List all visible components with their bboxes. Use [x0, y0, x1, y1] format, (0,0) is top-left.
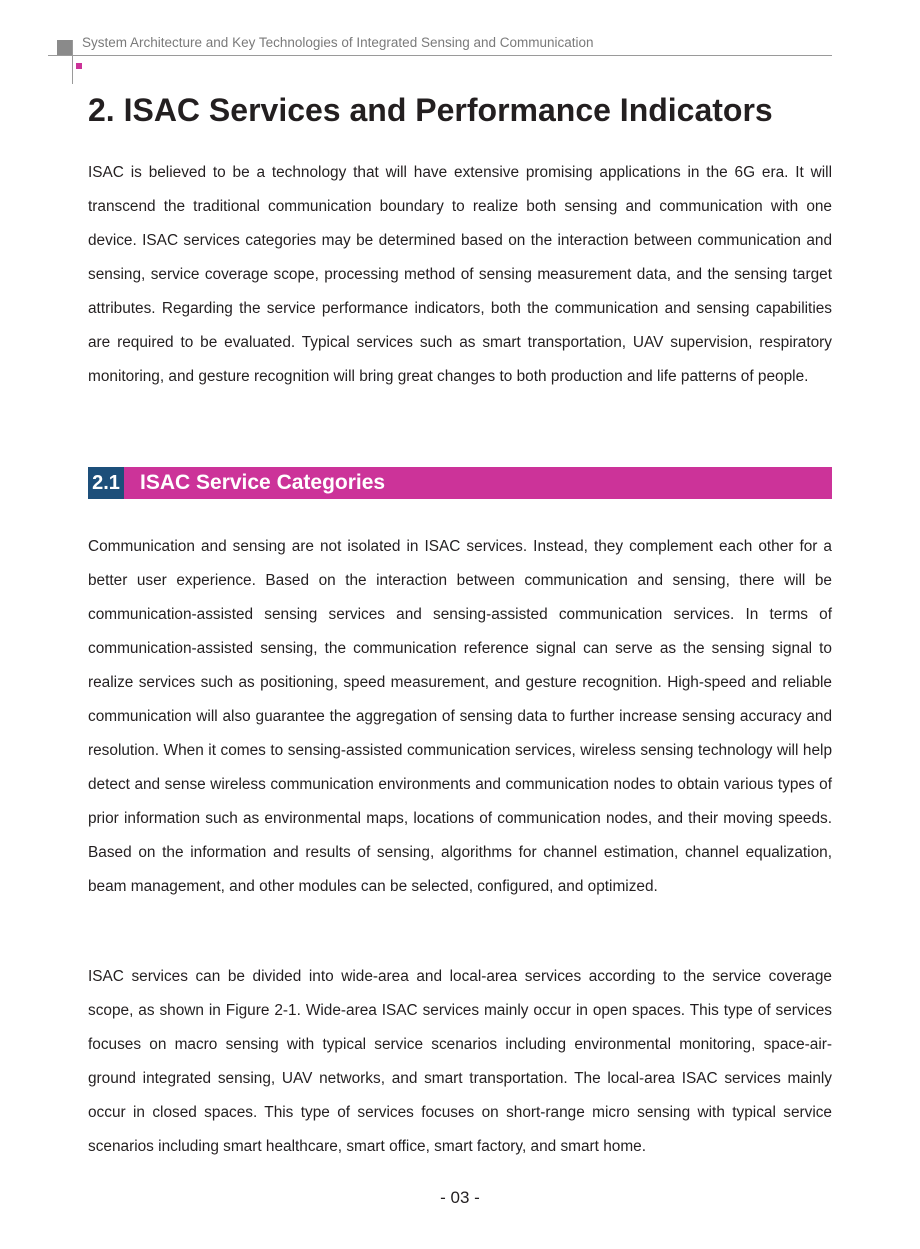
page-number: - 03 -: [440, 1188, 480, 1207]
page-title: 2. ISAC Services and Performance Indicators: [88, 92, 773, 128]
section-title: ISAC Service Categories: [140, 471, 386, 494]
intro-paragraph: ISAC is believed to be a technology that will have extensive promising applications in the 6G era. It will transcend the traditional communication boundary to realize both sensing and communication with one device. ISAC services categories may be determined based on the interaction between communication and sensing, service coverage scope, processing method of sensing measurement data, and the sensing target attributes. Regarding the service performance indicators, both the communication and sensing capabilities are required to be evaluated. Typical services such as smart transportation, UAV supervision, respiratory monitoring, and gesture recognition will bring great changes to both production and life patterns of people.: [88, 164, 832, 385]
header-pink-square-mark: [76, 63, 82, 69]
header-gray-square-mark: [57, 40, 72, 55]
section-heading-bar: [88, 467, 832, 499]
section-paragraph-1: Communication and sensing are not isolated in ISAC services. Instead, they complement each other for a better user experience. Based on the interaction between communication and sensing, there will be communication-assisted sensing services and sensing-assisted communication services. In terms of communication-assisted sensing, the communication reference signal can serve as the sensing signal to realize services such as positioning, speed measurement, and gesture recognition. High-speed and reliable communication will also guarantee the aggregation of sensing data to further increase sensing accuracy and resolution. When it comes to sensing-assisted communication services, wireless sensing technology will help detect and sense wireless communication environments and communication nodes to obtain various types of prior information such as environmental maps, locations of communication nodes, and their moving speeds. Based on the information and results of sensing, algorithms for channel estimation, channel equalization, beam management, and other modules can be selected, configured, and optimized.: [88, 538, 832, 895]
section-paragraph-2: ISAC services can be divided into wide-area and local-area services according to the service coverage scope, as shown in Figure 2-1. Wide-area ISAC services mainly occur in open spaces. This type of services focuses on macro sensing with typical service scenarios including environmental monitoring, space-air-ground integrated sensing, UAV networks, and smart transportation. The local-area ISAC services mainly occur in closed spaces. This type of services focuses on short-range micro sensing with typical service scenarios including smart healthcare, smart office, smart factory, and smart home.: [88, 968, 832, 1155]
section-number: 2.1: [88, 467, 124, 499]
header-vertical-rule: [72, 40, 73, 84]
header-horizontal-rule: [48, 55, 832, 56]
running-header: System Architecture and Key Technologies of Integrated Sensing and Communication: [82, 35, 594, 50]
